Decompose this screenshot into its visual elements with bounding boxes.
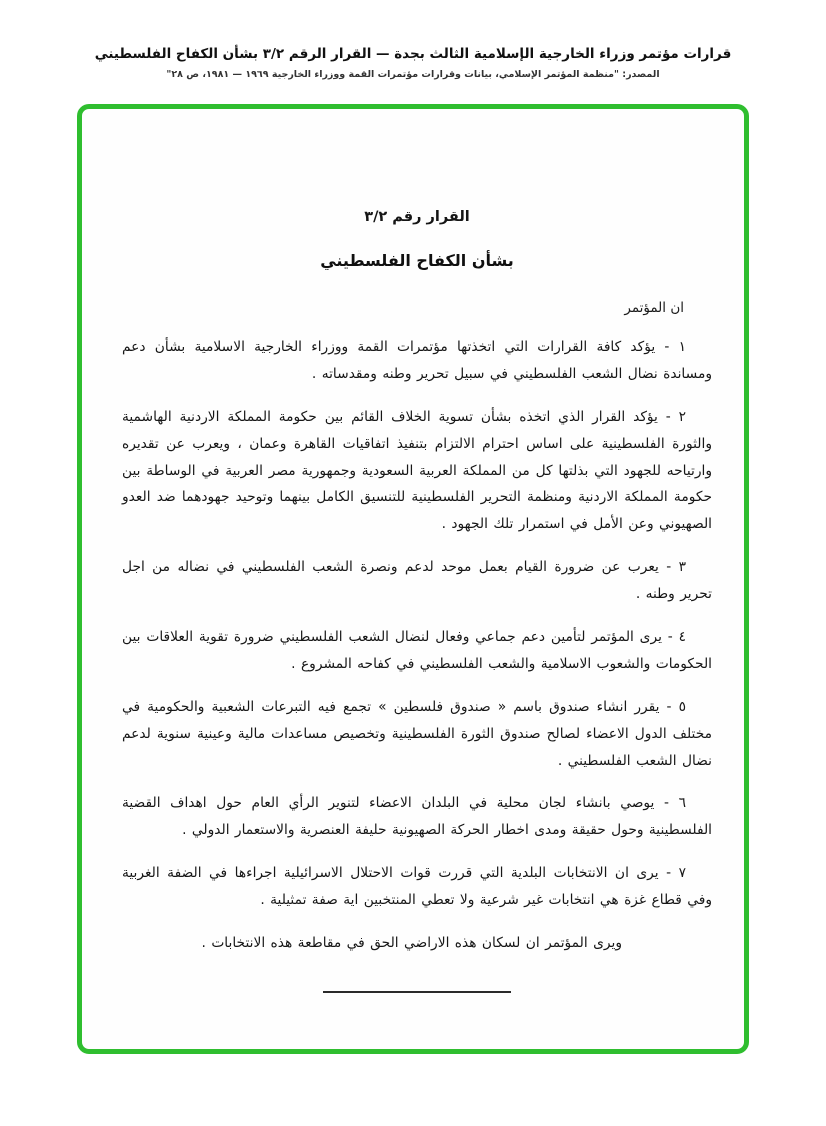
header-title: قرارات مؤتمر وزراء الخارجية الإسلامية الثالث بجدة — القرار الرقم ٣/٢ بشأن الكفاح الفلسطيني bbox=[94, 46, 732, 62]
paragraph-3: ٣ - يعرب عن ضرورة القيام بعمل موحد لدعم ونصرة الشعب الفلسطيني في نضاله من اجل تحرير وطنه . bbox=[122, 559, 712, 603]
decision-subject-title: بشأن الكفاح الفلسطيني bbox=[320, 251, 514, 270]
header-source: المصدر: "منظمة المؤتمر الإسلامي، بيانات وقرارات مؤتمرات القمة ووزراء الخارجية ١٩٦٩ — ١٩٨١، ص ٢٨" bbox=[166, 69, 660, 80]
decision-intro: ان المؤتمر bbox=[624, 300, 684, 316]
decision-body bbox=[122, 334, 712, 957]
paragraph-5: ٥ - يقرر انشاء صندوق باسم « صندوق فلسطين » تجمع فيه التبرعات الشعبية والحكومية في مختلف الدول الاعضاء لصالح صندوق الثورة الفلسطينية وتخصيص مساعدات مالية وعينية سنوية لدعم نضال الشعب الفلسطيني . bbox=[122, 698, 712, 769]
document-header bbox=[0, 0, 826, 80]
paragraph-4: ٤ - يرى المؤتمر لتأمين دعم جماعي وفعال لنضال الشعب الفلسطيني ضرورة تقوية العلاقات بين الحكومات والشعوب الاسلامية والشعب الفلسطيني في كفاحه المشروع . bbox=[122, 629, 712, 672]
end-separator-line bbox=[323, 991, 511, 993]
highlighted-document-page bbox=[77, 104, 749, 1054]
paragraph-6: ٦ - يوصي بانشاء لجان محلية في البلدان الاعضاء لتنوير الرأي العام حول اهداف القضية الفلسطينية وحول حقيقة ومدى اخطار الحركة الصهيونية حليفة العنصرية والاستعمار الدولي . bbox=[122, 795, 712, 839]
closing-line: ويرى المؤتمر ان لسكان هذه الاراضي الحق في مقاطعة هذه الانتخابات . bbox=[201, 935, 622, 952]
paragraph-2: ٢ - يؤكد القرار الذي اتخذه بشأن تسوية الخلاف القائم بين حكومة المملكة الاردنية الهاشمية والثورة الفلسطينية على اساس احترام الالتزام بتنفيذ اتفاقيات القاهرة وعمان ، ويعرب عن تقديره وارتياحه للجهود التي بذلتها كل من المملكة العربية السعودية وجمهورية مصر العربية في الوساطة بين حكومة المملكة الاردنية ومنظمة التحرير الفلسطينية للتنسيق الكامل بينهما وتوحيد جهودهما ضد العدو الصهيوني وعن الأمل في استمرار تلك الجهود . bbox=[122, 408, 712, 533]
decision-number-title: القرار رقم ٣/٢ bbox=[364, 209, 470, 225]
paragraph-1: ١ - يؤكد كافة القرارات التي اتخذتها مؤتمرات القمة ووزراء الخارجية الاسلامية بشأن دعم ومساندة نضال الشعب الفلسطيني في سبيل تحرير وطنه ومقدساته . bbox=[122, 339, 712, 382]
paragraph-7: ٧ - يرى ان الانتخابات البلدية التي قررت قوات الاحتلال الاسرائيلية اجراءها في الضفة الغربية وفي قطاع غزة هي انتخابات غير شرعية ولا تعطي المنتخبين اية صفة تمثيلية . bbox=[122, 865, 712, 909]
